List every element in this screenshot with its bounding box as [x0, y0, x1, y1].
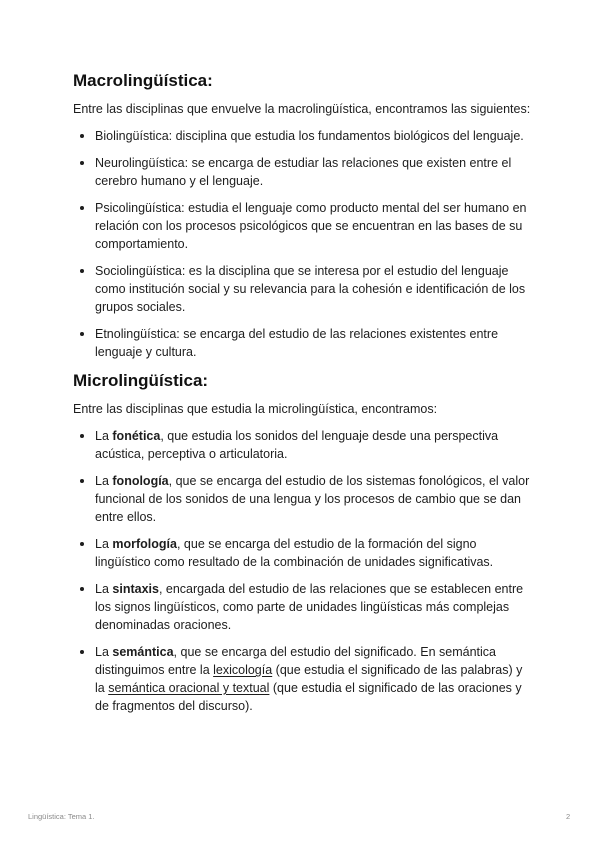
term-morfologia: morfología	[112, 537, 177, 551]
term-semantica: semántica	[112, 645, 174, 659]
list-item: Biolingüística: disciplina que estudia los fundamentos biológicos del lenguaje.	[73, 127, 533, 145]
macro-intro: Entre las disciplinas que envuelve la macrolingüística, encontramos las siguientes:	[73, 102, 531, 116]
bullet-icon	[80, 269, 84, 273]
bullet-icon	[80, 587, 84, 591]
bullet-icon	[80, 161, 84, 165]
list-item: La semántica, que se encarga del estudio del significado. En semántica distinguimos entre la lexicología (que estudia el significado de las palabras) y la semántica oracional y textual (que estudia el significado de las oraciones y de fragmentos del discurso).	[73, 643, 533, 715]
micro-list	[73, 427, 533, 715]
term-fonetica: fonética	[112, 429, 161, 443]
list-item: La fonología, que se encarga del estudio de los sistemas fonológicos, el valor funcional de los sonidos de una lengua y los procesos de cambio que se dan entre ellos.	[73, 472, 533, 526]
link-lexicologia[interactable]: lexicología	[213, 663, 273, 677]
list-item: La morfología, que se encarga del estudio de la formación del signo lingüístico como resultado de la combinación de unidades significativas.	[73, 535, 533, 571]
term-sintaxis: sintaxis	[112, 582, 159, 596]
page-content	[73, 70, 533, 724]
list-item: La sintaxis, encargada del estudio de las relaciones que se establecen entre los signos lingüísticos, como parte de unidades lingüísticas más complejas denominadas oraciones.	[73, 580, 533, 634]
page-number: 2	[566, 812, 571, 821]
bullet-icon	[80, 206, 84, 210]
heading-microlinguistica: Microlingüística:	[73, 371, 209, 390]
bullet-icon	[80, 134, 84, 138]
bullet-icon	[80, 434, 84, 438]
link-semantica-oracional[interactable]: semántica oracional y textual	[108, 681, 270, 695]
heading-macrolinguistica: Macrolingüística:	[73, 71, 213, 90]
bullet-icon	[80, 332, 84, 336]
bullet-icon	[80, 479, 84, 483]
footer-title: Lingüística: Tema 1.	[28, 812, 95, 821]
list-item: La fonética, que estudia los sonidos del lenguaje desde una perspectiva acústica, perceptiva o articulatoria.	[73, 427, 533, 463]
list-item: Etnolingüística: se encarga del estudio de las relaciones existentes entre lenguaje y cultura.	[73, 325, 533, 361]
bullet-icon	[80, 650, 84, 654]
list-item: Sociolingüística: es la disciplina que se interesa por el estudio del lenguaje como institución social y su relevancia para la cohesión e identificación de los grupos sociales.	[73, 262, 533, 316]
list-item: Neurolingüística: se encarga de estudiar las relaciones que existen entre el cerebro humano y el lenguaje.	[73, 154, 533, 190]
macro-list	[73, 127, 533, 361]
list-item: Psicolingüística: estudia el lenguaje como producto mental del ser humano en relación con los procesos psicológicos que se encuentran en las bases de su comportamiento.	[73, 199, 533, 253]
term-fonologia: fonología	[112, 474, 169, 488]
micro-intro: Entre las disciplinas que estudia la microlingüística, encontramos:	[73, 402, 438, 416]
bullet-icon	[80, 542, 84, 546]
